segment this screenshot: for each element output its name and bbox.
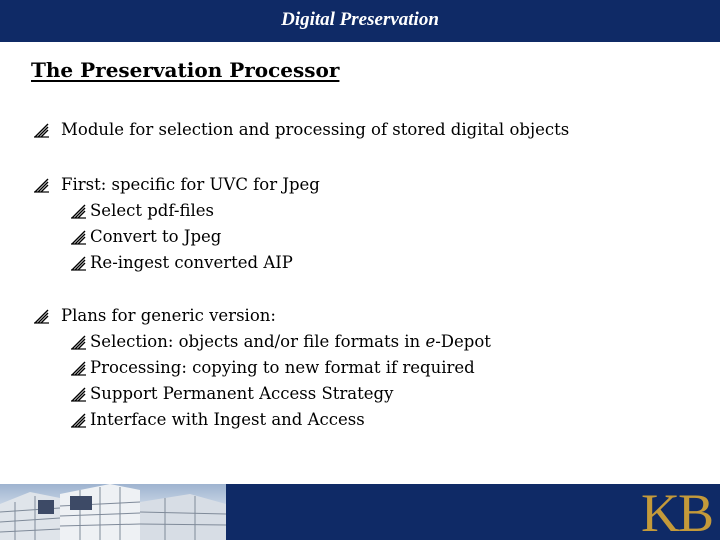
sub-bullet-item — [70, 253, 293, 272]
footer-bar — [0, 483, 720, 543]
sub-bullet-text: Re-ingest converted AIP — [90, 253, 293, 272]
pencil-bullet-icon — [70, 412, 88, 428]
pencil-bullet-icon — [33, 177, 55, 193]
pencil-bullet-icon — [70, 229, 88, 245]
sub-bullet-item — [70, 227, 221, 246]
sub-bullet-text: Processing: copying to new format if required — [90, 358, 475, 377]
sub-bullet-text: Convert to Jpeg — [90, 227, 222, 246]
sub-bullet-text: Interface with Ingest and Access — [90, 410, 365, 429]
building-photo — [0, 484, 226, 540]
sub-bullet-text: Support Permanent Access Strategy — [90, 384, 394, 403]
bullet-text: Module for selection and processing of stored digital objects — [61, 120, 570, 139]
pencil-bullet-icon — [70, 360, 88, 376]
sub-bullet-item — [70, 332, 491, 351]
pencil-bullet-icon — [33, 308, 55, 324]
sub-bullet-item — [70, 358, 475, 377]
sub-bullet-item — [70, 201, 214, 220]
header-title: Digital Preservation — [281, 9, 439, 30]
pencil-bullet-icon — [33, 122, 55, 138]
sub-bullet-item — [70, 410, 365, 429]
bullet-text: First: specific for UVC for Jpeg — [61, 175, 320, 194]
sub-bullet-text: Select pdf-files — [90, 201, 214, 220]
sub-bullet-text: Selection: objects and/or file formats in e-Depot — [90, 332, 491, 351]
bullet-item — [33, 306, 276, 325]
sub-bullet-item — [70, 384, 393, 403]
header-bar — [0, 0, 720, 42]
pencil-bullet-icon — [70, 386, 88, 402]
slide-title: The Preservation Processor — [31, 58, 340, 82]
bullet-item — [33, 175, 320, 194]
bullet-item — [33, 120, 569, 139]
pencil-bullet-icon — [70, 255, 88, 271]
pencil-bullet-icon — [70, 203, 88, 219]
bullet-text: Plans for generic version: — [61, 306, 276, 325]
pencil-bullet-icon — [70, 334, 88, 350]
kb-logo: KB — [640, 483, 712, 543]
